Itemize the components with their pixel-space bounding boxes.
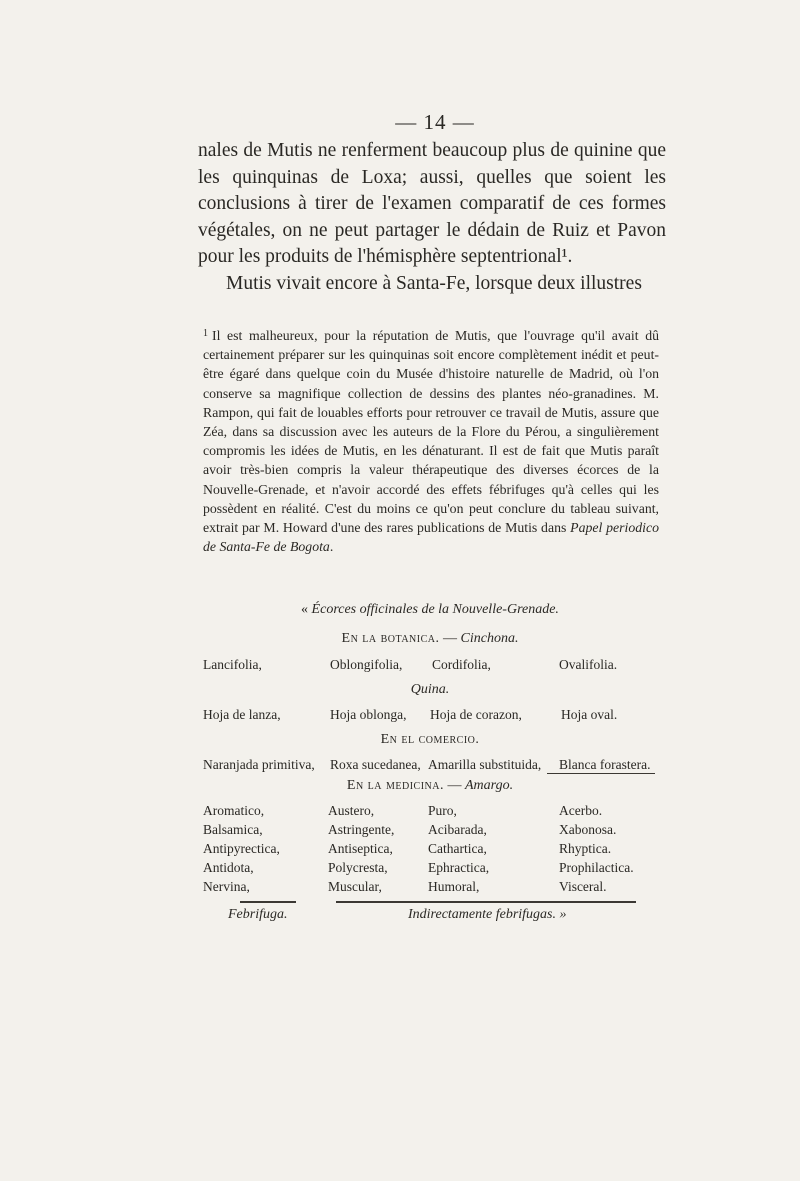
brace-rule-left (240, 901, 296, 903)
table-cell: Lancifolia, (203, 657, 262, 672)
medicina-label: En la medicina. (346, 778, 444, 793)
main-text (198, 138, 666, 297)
table-title (200, 602, 660, 618)
footnote-publication-title: Papel periodico de Santa-Fe de Bogota (203, 520, 659, 555)
table-cell: Hoja oval. (561, 707, 618, 722)
medicina-dash: — (444, 778, 465, 793)
comercio-heading (200, 732, 660, 748)
table-cell: Austero, (328, 803, 375, 818)
quina-heading (200, 682, 660, 698)
table-cell: Roxa sucedanea, (330, 757, 421, 772)
quina-label: Quina. (410, 682, 450, 697)
paragraph-mutis: Mutis vivait encore à Santa-Fe, lorsque deux illustres (226, 272, 642, 294)
table-cell: Blanca forastera. (559, 757, 651, 772)
table-cell: Naranjada primitiva, (203, 757, 315, 772)
table-cell: Xabonosa. (559, 822, 617, 837)
table-cell: Cordifolia, (432, 657, 491, 672)
footnote (203, 324, 659, 556)
table-cell: Humoral, (428, 879, 480, 894)
footnote-text: Il est malheureux, pour la réputation de Mutis, que l'ouvrage qu'il avait dû certainement préparer sur les quinquinas soit encore complètement inédit et peut-être égaré dans quelque coin du Musée d'histoire naturelle de Madrid, où l'on conserve sa magnifique collection de dessins des plantes néo-granadines. M. Rampon, qui fait de louables efforts pour retrouver ce travail de Mutis, assure que Zéa, dans sa discussion avec les auteurs de la Flore du Pérou, a singulièrement compromis les idées de Mutis, en les dénaturant. Il est de fait que Mutis paraît avoir très-bien compris la valeur thérapeutique des diverses écorces de la Nouvelle-Grenade, et n'avoir accordé des effets fébrifuges qu'à celles qui les possèdent en réalité. C'est du moins ce qu'on peut conclure du tableau suivant, extrait par M. Howard d'une des rares publications de Mutis dans (203, 328, 659, 536)
table-cell: Puro, (428, 803, 457, 818)
botanica-dash: — (439, 631, 461, 646)
table-cell: Rhyptica. (559, 841, 612, 856)
brace-rule-right (336, 901, 636, 903)
table-cell: Muscular, (328, 879, 382, 894)
table-cell: Visceral. (559, 879, 607, 894)
table-cell: Aromatico, (203, 803, 265, 818)
table-cell: Cathartica, (428, 841, 487, 856)
table-cell: Hoja oblonga, (330, 707, 407, 722)
table-cell: Hoja de lanza, (203, 707, 281, 722)
divider-rule (547, 773, 655, 774)
table-title-quote: « (301, 602, 312, 617)
table-cell: Oblongifolia, (330, 657, 403, 672)
table-cell: Antiseptica, (328, 841, 393, 856)
page-number: — 14 — (395, 110, 475, 134)
botanica-cinchona: Cinchona. (460, 631, 519, 646)
table-cell: Nervina, (203, 879, 250, 894)
table-cell: Amarilla substituida, (428, 757, 542, 772)
table-cell: Antidota, (203, 860, 254, 875)
table-cell: Balsamica, (203, 822, 263, 837)
botanica-label: En la botanica. (341, 631, 440, 646)
febrifuga-label: Febrifuga. (228, 907, 288, 922)
footnote-marker: 1 (203, 328, 208, 339)
footnote-end: . (329, 539, 334, 555)
table-cell: Hoja de corazon, (430, 707, 522, 722)
medicina-heading (200, 778, 660, 794)
indirectamente-label: Indirectamente febrifugas. » (408, 907, 567, 922)
table-title-text: Écorces officinales de la Nouvelle-Grenade. (311, 602, 559, 617)
table-cell: Acibarada, (428, 822, 487, 837)
table-cell: Ovalifolia. (559, 657, 618, 672)
comercio-label: En el comercio. (380, 732, 480, 747)
table-cell: Prophilactica. (559, 860, 634, 875)
table-cell: Astringente, (328, 822, 395, 837)
table-cell: Ephractica, (428, 860, 490, 875)
table-cell: Acerbo. (559, 803, 603, 818)
table-cell: Polycresta, (328, 860, 388, 875)
paragraph-continuation: nales de Mutis ne renferment beaucoup plus de quinine que les quinquinas de Loxa; aussi, quelles que soient les conclusions à tirer de l'examen comparatif de ces formes végétales, on ne peut partager le dédain de Ruiz et Pavon pour les produits de l'hémisphère septentrional¹. (198, 140, 666, 267)
botanica-heading (200, 631, 660, 647)
table-cell: Antipyrectica, (203, 841, 280, 856)
medicina-amargo: Amargo. (465, 778, 514, 793)
